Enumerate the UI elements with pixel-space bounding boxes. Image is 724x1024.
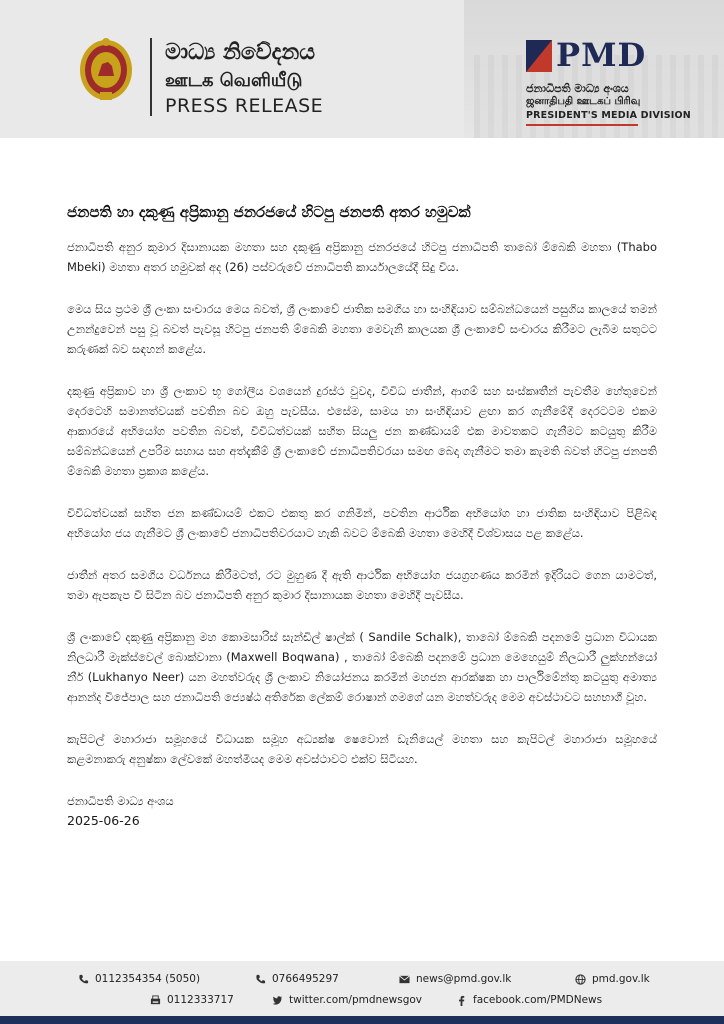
twitter-link[interactable]: twitter.com/pmdnewsgov	[289, 994, 423, 1006]
facebook-contact	[456, 994, 602, 1006]
pmd-logo	[526, 38, 686, 78]
paragraph: ජාතීන් අතර සමගිය වර්ධනය කිරීමටත්, රට මුහුණ දී ඇති ආර්ථික අභියෝග ජයග්‍රහණය කරමින් ඉදිරියට ගෙන යාමටත්, තමා ඇපකැප වී සිටින බව ජනාධිපති අනුර කුමාර දිසානායක මහතා මෙහිදී පැවසීය.	[67, 568, 657, 602]
email-address[interactable]: news@pmd.gov.lk	[416, 973, 512, 985]
sri-lanka-emblem-icon	[78, 36, 134, 102]
mobile-number: 0766495297	[272, 973, 339, 985]
press-release-body	[67, 237, 657, 831]
release-date: 2025-06-26	[67, 813, 140, 828]
org-name-english: PRESIDENT'S MEDIA DIVISION	[526, 110, 691, 121]
website-link[interactable]: pmd.gov.lk	[592, 973, 650, 985]
pmd-logo-text: PMD	[556, 36, 647, 74]
title-english: PRESS RELEASE	[165, 95, 324, 117]
org-name-sinhala: ජනාධිපති මාධ්‍ය අංශය	[526, 82, 629, 95]
paragraph: මෙය සිය ප්‍රථම ශ්‍රී ලංකා සංචාරය මෙය බවත්, ශ්‍රී ලංකාවේ ජාතික සමගිය හා සංහිඳියාව සම්බන්ධයෙන් පසුගිය කාලයේ තමන් උනන්දුවෙන් පසු වූ බවත් පැවසූ හිටපු ජනපති ම්බෙකි මහතා මෙවැනි කාලයක ශ්‍රී ලංකාවේ සංචාරය කිරීමට ලැබීම සතුටට කරුණක් බව සඳහන් කළේය.	[67, 302, 657, 356]
letterhead	[0, 0, 724, 138]
twitter-contact	[272, 994, 422, 1006]
contact-footer	[0, 961, 724, 1016]
twitter-icon	[272, 995, 283, 1006]
paragraph: දකුණු අප්‍රිකාව හා ශ්‍රී ලංකාව භූ ගෝලීය වශයෙන් දුරස්ථ වුවද, විවිධ ජාතීන්, ආගම් සහ සංස්කෘතීන් පැවතීම හේතුවෙන් දෙරටෙහි සමානත්වයක් පවතින බව ඔහු පැවසීය. එසේම, සාමය හා සංහිඳියාව ළඟා කර ගැනීමේදී දෙරටටම එකම ආකාරයේ අභියෝග පවතින බවත්, විවිධත්වයක් සහිත සියලු ජන කණ්ඩායම් එක මාවතකට ගැනීමට කටයුතු කිරීම සම්බන්ධයෙන් උපරිම සහාය සහ අත්දැකීම් ශ්‍රී ලංකාවේ ජනාධිපතිවරයා සමඟ බෙදා ගැනීමට තමා කැමති බවත් හිටපු ජනපති ම්බෙකි මහතා ප්‍රකාශ කළේය.	[67, 384, 657, 478]
phone-number: 0112354354 (5050)	[95, 973, 201, 985]
signature: ජනාධිපති මාධ්‍ය අංශය	[67, 794, 174, 808]
fax-number: 0112333717	[167, 994, 234, 1006]
email-contact	[399, 973, 511, 985]
footer-accent-bar	[0, 1016, 724, 1024]
facebook-icon	[456, 995, 467, 1006]
paragraph: ජනාධිපති අනුර කුමාර දිසානායක මහතා සහ දකුණු අප්‍රිකානු ජනරජයේ හිටපු ජනාධිපති තාබෝ ම්බෙකි මහතා (Thabo Mbeki) මහතා අතර හමුවක් අද (26) පස්වරුවේ ජනාධිපති කාර්යාලයේදී සිදු විය.	[67, 240, 657, 274]
mobile-contact	[255, 973, 339, 985]
email-icon	[399, 974, 410, 985]
facebook-link[interactable]: facebook.com/PMDNews	[473, 994, 603, 1006]
globe-icon	[575, 974, 586, 985]
header-divider	[150, 38, 152, 116]
title-sinhala: මාධ්‍ය නිවේදනය	[165, 40, 316, 65]
org-name-underline	[526, 124, 638, 126]
phone-contact	[78, 973, 200, 985]
paragraph: ශ්‍රී ලංකාවේ දකුණු අප්‍රිකානු මහ කොමසාරිස් සැන්ඩිල් ෂාල්ක් ( Sandile Schalk), තාබෝ ම්බෙකි පදනමේ ප්‍රධාන විධායක නිලධාරී මැක්ස්වෙල් බොක්වානා (Maxwell Boqwana) , තාබෝ ම්බෙකි පදනමේ ප්‍රධාන මෙහෙයුම් නිලධාරී ලුක්හන්යෝ නීර් (Lukhanyo Neer) යන මහත්වරුද ශ්‍රී ලංකාව නියෝජනය කරමින් මහජන ආරක්ෂක හා පාර්ලිමේන්තු කටයුතු අමාත්‍ය ආනන්ද විජේපාල සහ ජනාධිපති ජ්‍යෙෂ්ඨ අතිරේක ලේකම් රොෂාන් ගමගේ යන මහත්වරුද මෙම අවස්ථාවට සහභාගී වූහ.	[67, 630, 657, 704]
title-tamil: ஊடக வெளியீடு	[165, 70, 303, 91]
fax-contact	[150, 994, 234, 1006]
org-name-tamil: ஜனாதிபதி ஊடகப் பிரிவு	[526, 96, 641, 107]
fax-icon	[150, 995, 161, 1006]
website-contact	[575, 973, 650, 985]
press-release-title: ජනපති හා දකුණු අප්‍රිකානු ජනරජයේ හිටපු ජනපති අතර හමුවක්	[67, 203, 471, 221]
phone-icon	[78, 974, 89, 985]
mobile-icon	[255, 974, 266, 985]
paragraph: කැපිටල් මහාරාජා සමූහයේ විධායක සමූහ අධ්‍යක්ෂ ෂෙවොන් ඩැනියෙල් මහතා සහ කැපිටල් මහාරාජා සමූහයේ කළමනාකරු අනුෂ්කා ලේවකේ මහත්මියද මෙම අවස්ථාවට එක්ව සිටියහ.	[67, 732, 657, 766]
pmd-square-icon	[526, 40, 552, 72]
paragraph: විවිධත්වයක් සහිත ජන කණ්ඩායම් එකට එකතු කර ගනිමින්, පවතින ආර්ථික අභියෝග හා ජාතික සංහිඳියාව පිළිබඳ අභියෝග ජය ගැනීමට ශ්‍රී ලංකාවේ ජනාධිපතිවරයාට හැකි බවට ම්බෙකි මහතා මෙහිදී විශ්වාසය පළ කළේය.	[67, 506, 657, 540]
